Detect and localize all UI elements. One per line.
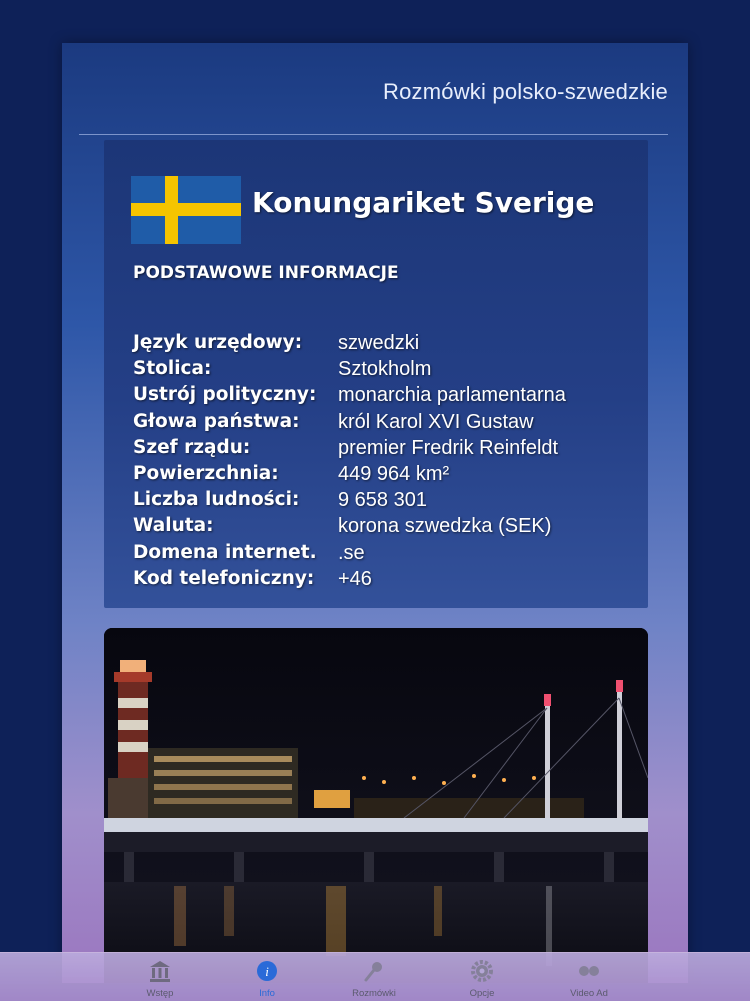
tab-label: Wstęp [146,988,174,999]
fact-value: .se [338,541,365,564]
tab-label: Opcje [469,988,495,999]
fact-value: monarchia parlamentarna [338,384,566,407]
svg-text:i: i [265,964,269,979]
country-name: Konungariket Sverige [252,186,595,219]
fact-row-currency [133,515,633,541]
city-night-photo [104,628,648,983]
fact-label: Liczba ludności: [133,489,300,511]
dots-icon [577,959,601,983]
tab-info[interactable] [212,953,322,1001]
fact-label: Powierzchnia: [133,462,279,484]
tab-video-ad[interactable] [534,953,644,1001]
fact-label: Stolica: [133,358,212,380]
fact-value: król Karol XVI Gustaw [338,410,534,433]
tab-rozmowki[interactable] [319,953,429,1001]
facts-list [133,332,633,594]
fact-row-head-of-government [133,437,633,463]
fact-row-population [133,489,633,515]
header-divider [79,134,668,135]
fact-row-government [133,384,633,410]
fact-row-head-of-state [133,411,633,437]
country-info-card [104,140,648,608]
fact-row-capital [133,358,633,384]
microphone-icon [362,959,386,983]
fact-label: Język urzędowy: [133,332,303,353]
tab-wstep[interactable] [105,953,215,1001]
page-title: Rozmówki polsko-szwedzkie [383,79,668,104]
fact-value: 9 658 301 [338,489,427,512]
fact-label: Szef rządu: [133,436,251,458]
tab-label: Video Ad [570,988,608,999]
fact-value: szwedzki [338,332,420,354]
fact-label: Głowa państwa: [133,410,300,432]
sweden-flag-icon [131,176,241,244]
fact-label: Kod telefoniczny: [133,567,315,589]
fact-label: Waluta: [133,515,214,537]
fact-value: 449 964 km² [338,462,450,485]
fact-value: Sztokholm [338,358,432,381]
fact-label: Ustrój polityczny: [133,384,317,406]
gear-icon [470,959,494,983]
fact-value: +46 [338,567,372,590]
fact-row-domain [133,542,633,568]
fact-value: korona szwedzka (SEK) [338,515,552,538]
fact-row-area [133,463,633,489]
section-title: PODSTAWOWE INFORMACJE [133,263,399,283]
tab-opcje[interactable] [427,953,537,1001]
tab-bar [0,952,750,1001]
night-harbor-illustration [104,628,648,983]
fact-label: Domena internet. [133,541,317,563]
tab-label: Info [259,988,275,999]
fact-row-language [133,332,633,358]
info-icon [255,959,279,983]
fact-row-phone-code [133,568,633,594]
building-icon [148,959,172,983]
main-panel [62,43,688,983]
fact-value: premier Fredrik Reinfeldt [338,436,559,459]
tab-label: Rozmówki [352,988,396,999]
